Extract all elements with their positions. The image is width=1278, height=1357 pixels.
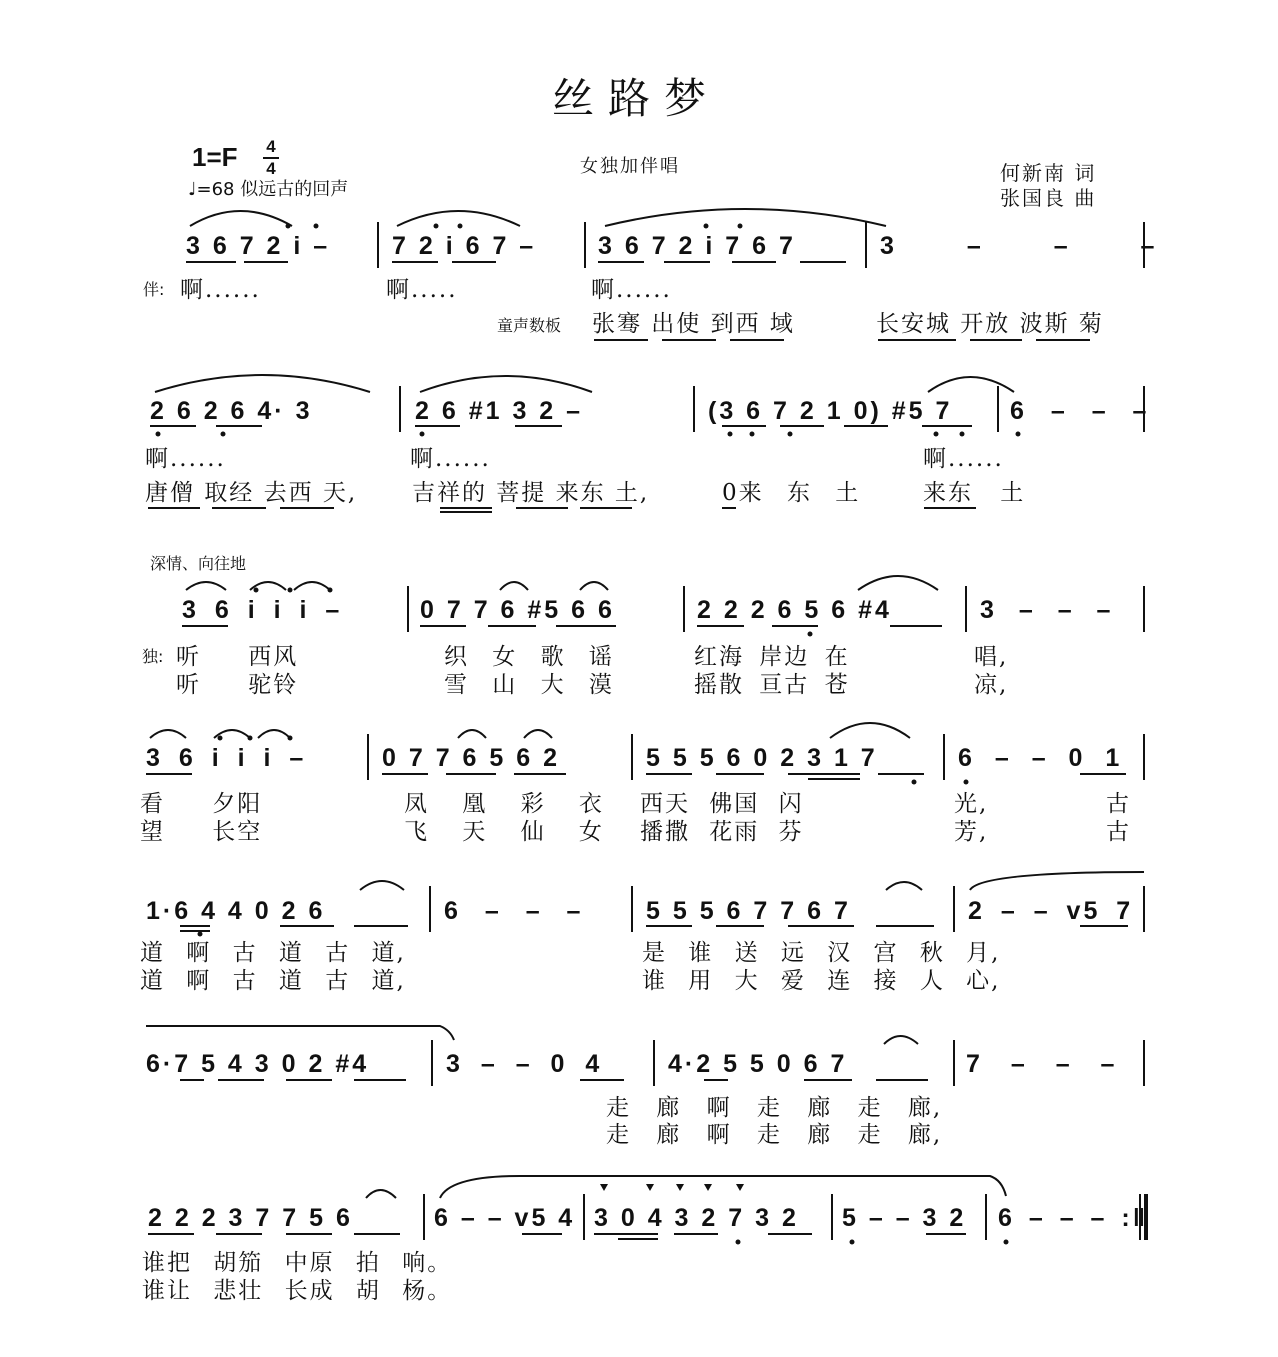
lyric-text: 芳,: [954, 819, 989, 845]
slur: [928, 377, 1014, 392]
lyric-text: 啊......: [410, 446, 491, 472]
measure-notes: 2 2 2 3 7 7 5 6: [148, 1204, 353, 1232]
slur: [146, 1026, 454, 1040]
lyric-text: 谁 用 大 爱 连 接 人 心,: [642, 968, 1001, 994]
expression-marking: 深情、向往地: [150, 554, 247, 573]
measure-notes: 6 – – 0 1: [958, 744, 1123, 772]
measure-notes: 3 – – –: [980, 596, 1114, 624]
lyric-text: 看 夕阳: [140, 791, 263, 817]
voice-label: 独:: [142, 647, 164, 666]
measure-notes: 6 – – –: [1010, 397, 1150, 425]
lyric-text: 来东 土: [923, 480, 1026, 506]
octave-dot: [286, 224, 291, 229]
lyric-text: 啊.....: [386, 277, 458, 303]
slur: [886, 882, 922, 890]
lyric-text: 是 谁 送 远 汉 宫 秋 月,: [642, 940, 1001, 966]
slur: [186, 582, 226, 590]
accent-mark: [600, 1184, 608, 1191]
lyric-text: 道 啊 古 道 古 道,: [140, 940, 406, 966]
slur: [858, 576, 938, 590]
lyric-text: 望 长空: [140, 819, 263, 845]
performance-note: 女独加伴唱: [580, 156, 680, 177]
time-signature-bottom: 4: [266, 159, 276, 178]
measure-notes: 3 6 i i i –: [146, 744, 307, 772]
accent-mark: [704, 1184, 712, 1191]
measure-notes: 3 0 4 3 2 7 3 2: [594, 1204, 799, 1232]
octave-dot: [254, 588, 259, 593]
slur: [524, 730, 552, 738]
accent-mark: [736, 1184, 744, 1191]
octave-dot: [434, 224, 439, 229]
measure-notes: 3 – – –: [880, 232, 1158, 260]
octave-dot: [738, 224, 743, 229]
octave-dot: [218, 736, 223, 741]
octave-dot: [960, 432, 965, 437]
octave-dot: [788, 432, 793, 437]
lyric-text: 啊......: [923, 446, 1004, 472]
lyric-text: 古: [1106, 791, 1131, 817]
octave-dot: [420, 432, 425, 437]
accent-mark: [646, 1184, 654, 1191]
measure-notes: 0 7 7 6 5 6 2: [382, 744, 561, 772]
accent-mark: [676, 1184, 684, 1191]
lyric-text: 唱,: [974, 644, 1009, 670]
lyric-text: 啊......: [145, 446, 226, 472]
lyric-text: 凉,: [974, 672, 1009, 698]
lyric-text: 吉祥的 菩提 来东 土,: [412, 480, 650, 506]
lyric-text: 长安城 开放 波斯 菊: [876, 311, 1104, 337]
slur: [500, 582, 528, 590]
slur: [155, 375, 370, 392]
slur: [258, 730, 290, 738]
lyric-text: 0来 东 土: [722, 480, 861, 506]
slur: [970, 872, 1144, 890]
voice-label: 童声数板: [497, 316, 562, 335]
measure-notes: 7 – – –: [966, 1050, 1118, 1078]
slur: [397, 211, 520, 226]
measure-notes: 0 7 7 6 #5 6 6: [420, 596, 615, 624]
lyric-text: 织 女 歌 谣: [444, 644, 614, 670]
measure-notes: 5 – – 3 2: [842, 1204, 967, 1232]
lyric-text: 听 西风: [176, 644, 299, 670]
measure-notes: 5 5 5 6 7 7 6 7: [646, 897, 851, 925]
voice-label: 伴:: [143, 280, 165, 299]
slur: [440, 1176, 1006, 1198]
lyric-text: 走 廊 啊 走 廊 走 廊,: [606, 1095, 943, 1121]
slur: [605, 209, 886, 226]
lyric-text: 道 啊 古 道 古 道,: [140, 968, 406, 994]
measure-notes: 2 6 2 6 4· 3: [150, 397, 313, 425]
octave-dot: [248, 736, 253, 741]
octave-dot: [736, 1240, 741, 1245]
slur: [420, 376, 592, 392]
measure-notes: 6 – – v5 4: [434, 1204, 576, 1232]
key-signature: 1=F: [192, 142, 238, 172]
lyric-text: 光,: [954, 791, 989, 817]
octave-dot: [221, 432, 226, 437]
lyric-text: 飞 天 仙 女: [404, 819, 604, 845]
measure-notes: 3 – – 0 4: [446, 1050, 603, 1078]
measure-notes: (3 6 7 2 1 0) #5 7: [708, 397, 953, 425]
tempo-marking: ♩=68 似远古的回声: [188, 179, 349, 200]
song-title: 丝路梦: [552, 74, 721, 123]
octave-dot: [704, 224, 709, 229]
octave-dot: [288, 736, 293, 741]
lyricist-credit: 何新南 词: [1000, 161, 1097, 185]
octave-dot: [750, 432, 755, 437]
octave-dot: [1016, 432, 1021, 437]
octave-dot: [728, 432, 733, 437]
lyric-text: 啊......: [591, 277, 672, 303]
measure-notes: 4·2 5 5 0 6 7: [668, 1050, 848, 1078]
octave-dot: [808, 632, 813, 637]
measure-notes: 6·7 5 4 3 0 2 #4: [146, 1050, 370, 1078]
measure-notes: 2 2 2 6 5 6 #4: [697, 596, 892, 624]
lyric-text: 走 廊 啊 走 廊 走 廊,: [606, 1122, 943, 1148]
measure-notes: 3 6 i i i –: [182, 596, 343, 624]
slur: [360, 881, 404, 890]
lyric-text: 古: [1106, 819, 1131, 845]
lyric-text: 雪 山 大 漠: [444, 672, 614, 698]
octave-dot: [934, 432, 939, 437]
measure-notes: 3 6 7 2 i –: [186, 232, 331, 260]
octave-dot: [288, 588, 293, 593]
lyric-text: 凤 凰 彩 衣: [404, 791, 604, 817]
slur: [366, 1190, 396, 1198]
octave-dot: [328, 588, 333, 593]
measure-notes: 2 – – v5 7: [968, 897, 1134, 925]
octave-dot: [156, 432, 161, 437]
octave-dot: [458, 224, 463, 229]
octave-dot: [912, 780, 917, 785]
measure-notes: 1·6 4 4 0 2 6: [146, 897, 326, 925]
slur: [580, 582, 608, 590]
lyric-text: 谁让 悲壮 长成 胡 杨。: [142, 1278, 453, 1304]
measure-notes: 6 – – – :‖: [998, 1204, 1149, 1232]
slur: [830, 723, 910, 738]
octave-dot: [1004, 1240, 1009, 1245]
time-signature-top: 4: [266, 137, 276, 156]
measure-notes: 6 – – –: [444, 897, 584, 925]
slur: [458, 730, 486, 738]
octave-dot: [198, 932, 203, 937]
lyric-text: 唐僧 取经 去西 天,: [145, 480, 358, 506]
lyric-text: 张骞 出使 到西 域: [592, 311, 795, 337]
slur: [884, 1036, 918, 1044]
slur: [150, 730, 186, 738]
measure-notes: 3 6 7 2 i 7 6 7: [598, 232, 796, 260]
lyric-text: 听 驼铃: [176, 672, 299, 698]
slur: [190, 211, 292, 226]
lyric-text: 啊......: [180, 277, 261, 303]
lyric-text: 谁把 胡笳 中原 拍 响。: [142, 1250, 453, 1276]
slur: [294, 582, 330, 590]
measure-notes: 7 2 i 6 7 –: [392, 232, 537, 260]
octave-dot: [964, 780, 969, 785]
lyric-text: 摇散 亘古 苍: [694, 672, 850, 698]
measure-notes: 5 5 5 6 0 2 3 1 7: [646, 744, 878, 772]
octave-dot: [850, 1240, 855, 1245]
lyric-text: 红海 岸边 在: [694, 644, 850, 670]
octave-dot: [314, 224, 319, 229]
lyric-text: 播撒 花雨 芬: [640, 819, 804, 845]
measure-notes: 2 6 #1 3 2 –: [415, 397, 584, 425]
lyric-text: 西天 佛国 闪: [640, 791, 804, 817]
composer-credit: 张国良 曲: [1000, 186, 1097, 210]
